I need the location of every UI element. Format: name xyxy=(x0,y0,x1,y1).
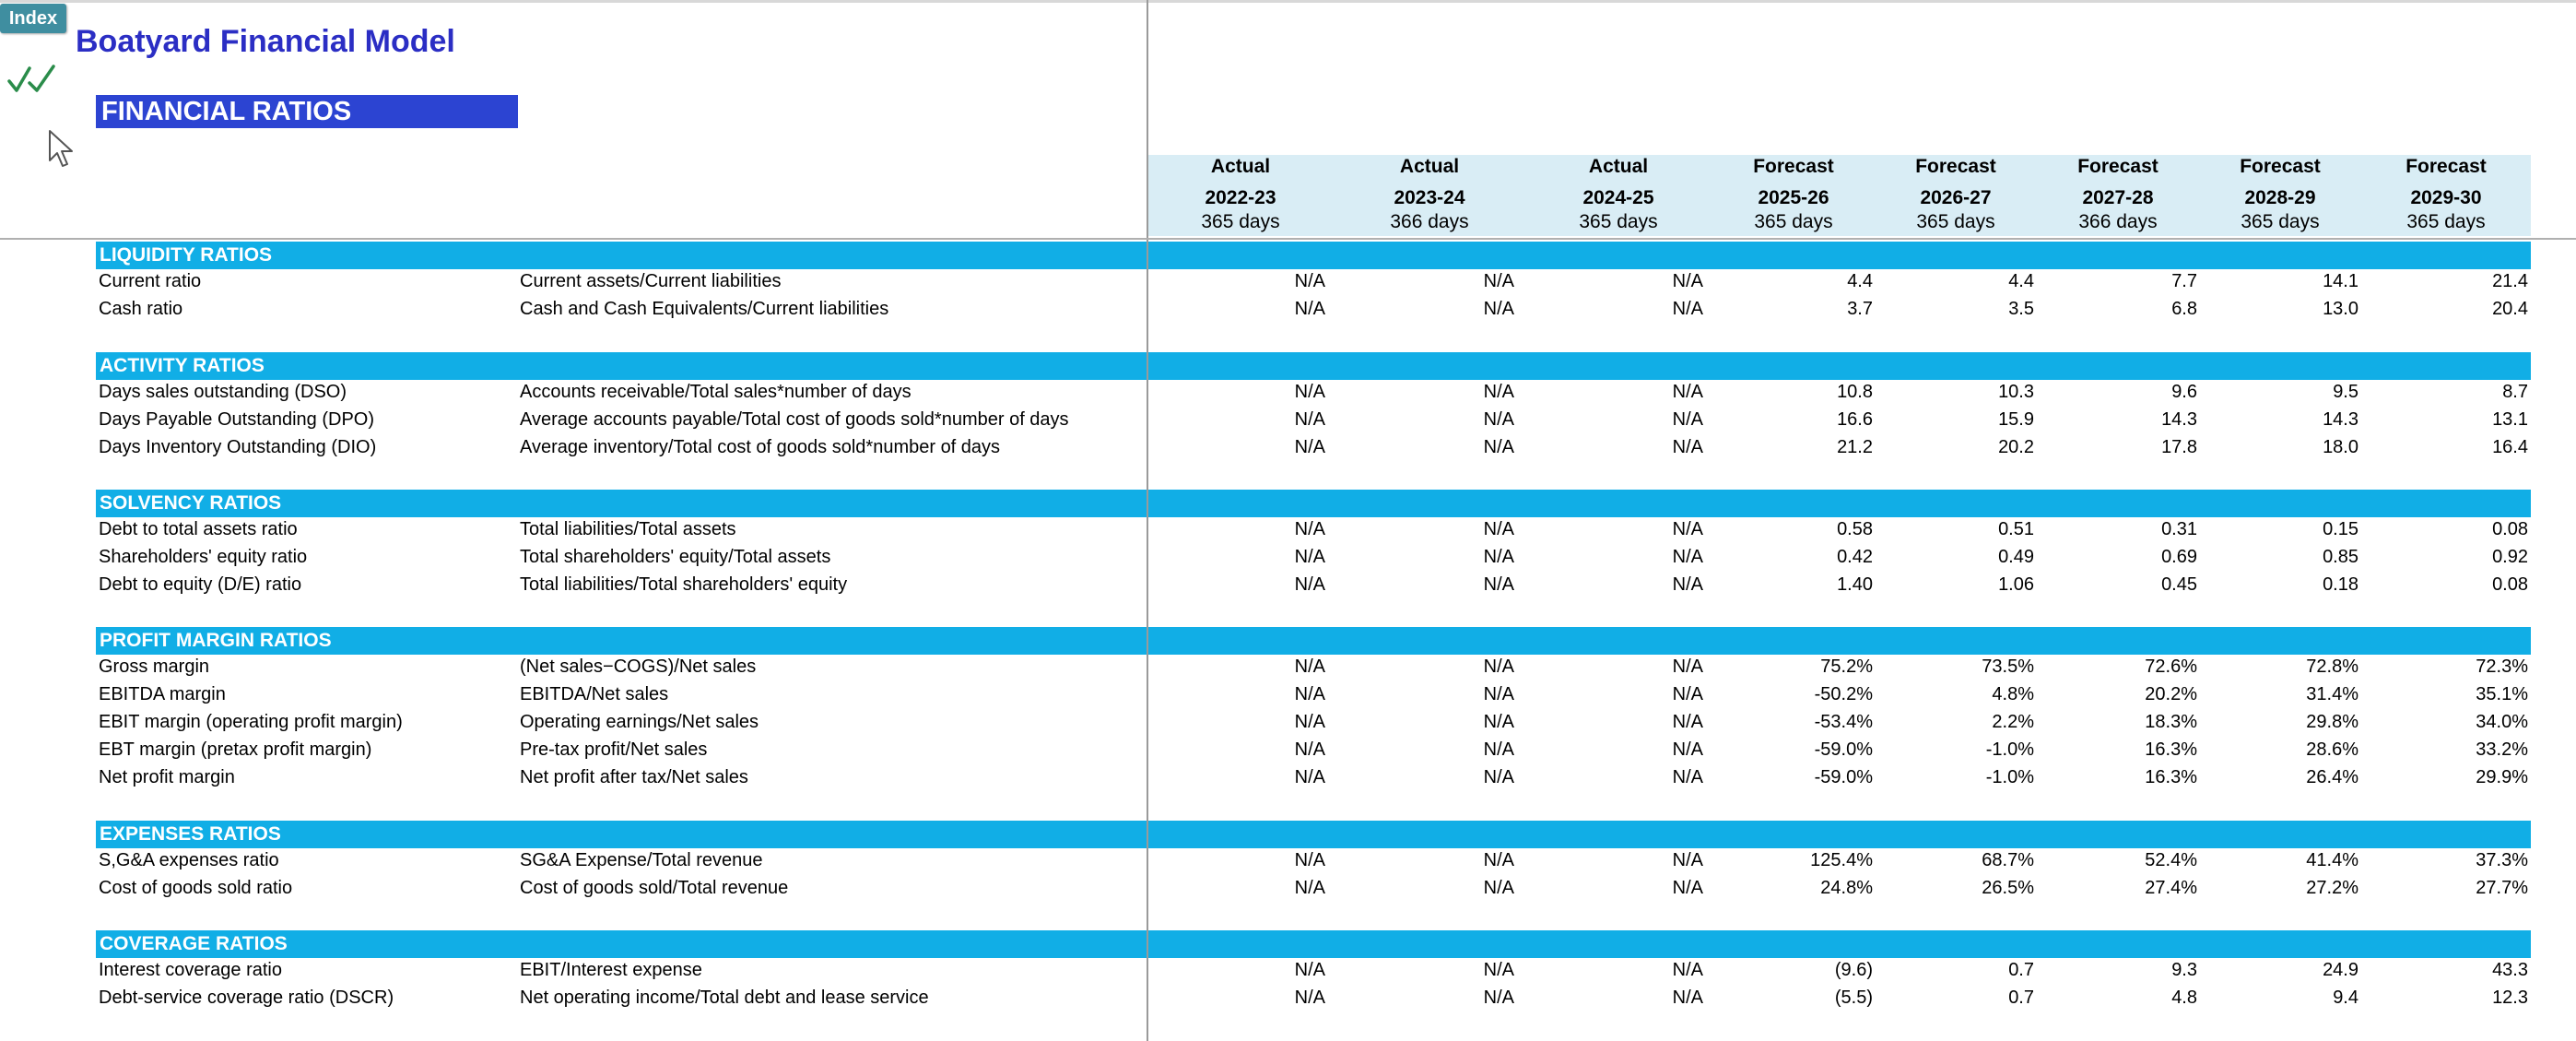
ratio-value-cell[interactable]: 9.5 xyxy=(2333,382,2358,402)
ratio-value-cell[interactable]: 29.9% xyxy=(2476,767,2528,787)
ratio-value-cell[interactable]: -50.2% xyxy=(1814,684,1873,704)
ratio-value-cell[interactable]: 14.3 xyxy=(2161,409,2197,430)
column-header-days: 366 days xyxy=(2078,211,2158,232)
ratio-label[interactable]: S,G&A expenses ratio xyxy=(99,850,279,870)
ratio-value-cell[interactable]: N/A xyxy=(1294,739,1325,760)
column-header-year: 2024-25 xyxy=(1582,187,1654,208)
ratio-value-cell[interactable]: 72.8% xyxy=(2306,657,2358,677)
ratio-value-cell[interactable]: 0.7 xyxy=(2008,960,2034,980)
ratio-value-cell[interactable]: 41.4% xyxy=(2306,850,2358,870)
column-header-year: 2028-29 xyxy=(2244,187,2316,208)
ratio-value-cell[interactable]: 0.31 xyxy=(2161,519,2197,539)
ratio-formula[interactable]: Cost of goods sold/Total revenue xyxy=(520,878,789,898)
ratio-value-cell[interactable]: N/A xyxy=(1672,988,1703,1008)
ratio-formula[interactable]: Pre-tax profit/Net sales xyxy=(520,739,708,760)
ratio-label[interactable]: Net profit margin xyxy=(99,767,235,787)
column-header-type: Forecast xyxy=(1915,156,1996,177)
ratio-value-cell[interactable]: N/A xyxy=(1483,767,1514,787)
ratio-value-cell[interactable]: N/A xyxy=(1483,684,1514,704)
column-header-year: 2026-27 xyxy=(1920,187,1992,208)
ratio-value-cell[interactable]: 7.7 xyxy=(2171,271,2197,291)
column-header-type: Forecast xyxy=(2405,156,2487,177)
ratio-value-cell[interactable]: N/A xyxy=(1672,574,1703,595)
ratio-group-header: SOLVENCY RATIOS xyxy=(96,490,2531,517)
ratio-value-cell[interactable]: 6.8 xyxy=(2171,299,2197,319)
ratio-formula[interactable]: Current assets/Current liabilities xyxy=(520,271,782,291)
ratio-value-cell[interactable]: N/A xyxy=(1294,409,1325,430)
ratio-value-cell[interactable]: 28.6% xyxy=(2306,739,2358,760)
ratio-value-cell[interactable]: 13.0 xyxy=(2323,299,2358,319)
column-header-type: Forecast xyxy=(2077,156,2158,177)
ratio-value-cell[interactable]: 14.1 xyxy=(2323,271,2358,291)
ratio-value-cell[interactable]: N/A xyxy=(1294,271,1325,291)
ratio-value-cell[interactable]: N/A xyxy=(1672,712,1703,732)
index-button[interactable]: Index xyxy=(0,4,66,33)
column-header-days: 365 days xyxy=(1754,211,1833,232)
ratio-value-cell[interactable]: N/A xyxy=(1672,878,1703,898)
ratio-value-cell[interactable]: N/A xyxy=(1483,960,1514,980)
ratio-value-cell[interactable]: 43.3 xyxy=(2492,960,2528,980)
ratio-value-cell[interactable]: 16.3% xyxy=(2145,739,2197,760)
ratio-value-cell[interactable]: N/A xyxy=(1483,519,1514,539)
ratio-formula[interactable]: Total liabilities/Total shareholders' equity xyxy=(520,574,848,595)
ratio-value-cell[interactable]: 10.8 xyxy=(1837,382,1873,402)
ratio-value-cell[interactable]: 75.2% xyxy=(1820,657,1873,677)
ratio-value-cell[interactable]: N/A xyxy=(1483,739,1514,760)
ratio-value-cell[interactable]: N/A xyxy=(1672,684,1703,704)
ratio-formula[interactable]: SG&A Expense/Total revenue xyxy=(520,850,763,870)
ratio-value-cell[interactable]: 0.92 xyxy=(2492,547,2528,567)
ratio-formula[interactable]: Average accounts payable/Total cost of goods sold*number of days xyxy=(520,409,1069,430)
ratio-value-cell[interactable]: N/A xyxy=(1294,878,1325,898)
ratio-value-cell[interactable]: N/A xyxy=(1294,767,1325,787)
column-header-days: 365 days xyxy=(2241,211,2320,232)
ratio-value-cell[interactable]: 35.1% xyxy=(2476,684,2528,704)
ratio-value-cell[interactable]: (9.6) xyxy=(1834,960,1873,980)
ratio-value-cell[interactable]: N/A xyxy=(1672,960,1703,980)
ratio-value-cell[interactable]: 0.15 xyxy=(2323,519,2358,539)
column-header-type: Actual xyxy=(1588,156,1649,177)
ratio-value-cell[interactable]: 2.2% xyxy=(1992,712,2034,732)
ratio-value-cell[interactable]: 0.49 xyxy=(1998,547,2034,567)
ratio-value-cell[interactable]: N/A xyxy=(1294,988,1325,1008)
ratio-value-cell[interactable]: 0.69 xyxy=(2161,547,2197,567)
ratio-formula[interactable]: EBIT/Interest expense xyxy=(520,960,702,980)
ratio-label[interactable]: EBIT margin (operating profit margin) xyxy=(99,712,403,732)
ratio-value-cell[interactable]: N/A xyxy=(1294,519,1325,539)
ratio-value-cell[interactable]: N/A xyxy=(1294,437,1325,457)
ratio-value-cell[interactable]: 72.3% xyxy=(2476,657,2528,677)
ratio-formula[interactable]: Total liabilities/Total assets xyxy=(520,519,736,539)
ratio-formula[interactable]: Total shareholders' equity/Total assets xyxy=(520,547,831,567)
ratio-label[interactable]: Gross margin xyxy=(99,657,210,677)
column-header-year: 2023-24 xyxy=(1394,187,1465,208)
ratio-value-cell[interactable]: 68.7% xyxy=(1982,850,2034,870)
ratio-value-cell[interactable]: N/A xyxy=(1294,547,1325,567)
ratio-value-cell[interactable]: 16.3% xyxy=(2145,767,2197,787)
ratio-value-cell[interactable]: 27.4% xyxy=(2145,878,2197,898)
ratio-value-cell[interactable]: N/A xyxy=(1483,988,1514,1008)
ratio-value-cell[interactable]: 4.8% xyxy=(1992,684,2034,704)
ratio-value-cell[interactable]: N/A xyxy=(1483,712,1514,732)
ratio-value-cell[interactable]: 13.1 xyxy=(2492,409,2528,430)
column-header-year: 2029-30 xyxy=(2410,187,2482,208)
column-header-days: 365 days xyxy=(1579,211,1658,232)
ratio-formula[interactable]: Operating earnings/Net sales xyxy=(520,712,759,732)
ratio-value-cell[interactable]: 0.08 xyxy=(2492,574,2528,595)
ratio-value-cell[interactable]: 16.4 xyxy=(2492,437,2528,457)
ratio-label[interactable]: Shareholders' equity ratio xyxy=(99,547,308,567)
ratio-value-cell[interactable]: 4.4 xyxy=(2008,271,2034,291)
ratio-value-cell[interactable]: 0.18 xyxy=(2323,574,2358,595)
ratio-value-cell[interactable]: N/A xyxy=(1483,271,1514,291)
ratio-value-cell[interactable]: (5.5) xyxy=(1834,988,1873,1008)
ratio-value-cell[interactable]: 8.7 xyxy=(2502,382,2528,402)
ratio-label[interactable]: EBITDA margin xyxy=(99,684,226,704)
ratio-group-header: LIQUIDITY RATIOS xyxy=(96,242,2531,269)
ratio-value-cell[interactable]: N/A xyxy=(1672,739,1703,760)
sheet-top-border xyxy=(0,0,2576,3)
ratio-label[interactable]: Debt to total assets ratio xyxy=(99,519,298,539)
ratio-value-cell[interactable]: N/A xyxy=(1294,712,1325,732)
ratio-value-cell[interactable]: N/A xyxy=(1672,850,1703,870)
ratio-value-cell[interactable]: N/A xyxy=(1672,409,1703,430)
ratio-formula[interactable]: Average inventory/Total cost of goods sold*number of days xyxy=(520,437,1001,457)
ratio-value-cell[interactable]: N/A xyxy=(1483,409,1514,430)
ratio-value-cell[interactable]: N/A xyxy=(1294,299,1325,319)
ratio-group-header: COVERAGE RATIOS xyxy=(96,930,2531,958)
ratio-value-cell[interactable]: -1.0% xyxy=(1985,767,2034,787)
ratio-formula[interactable]: EBITDA/Net sales xyxy=(520,684,669,704)
ratio-value-cell[interactable]: -59.0% xyxy=(1814,739,1873,760)
ratio-value-cell[interactable]: 29.8% xyxy=(2306,712,2358,732)
ratio-value-cell[interactable]: 26.5% xyxy=(1982,878,2034,898)
ratio-value-cell[interactable]: 21.2 xyxy=(1837,437,1873,457)
ratio-value-cell[interactable]: 26.4% xyxy=(2306,767,2358,787)
ratio-value-cell[interactable]: N/A xyxy=(1294,960,1325,980)
ratio-formula[interactable]: Net profit after tax/Net sales xyxy=(520,767,748,787)
ratio-value-cell[interactable]: N/A xyxy=(1294,684,1325,704)
ratio-value-cell[interactable]: 0.08 xyxy=(2492,519,2528,539)
ratio-formula[interactable]: (Net sales−COGS)/Net sales xyxy=(520,657,757,677)
ratio-label[interactable]: Cash ratio xyxy=(99,299,183,319)
ratio-value-cell[interactable]: 20.4 xyxy=(2492,299,2528,319)
column-header-days: 366 days xyxy=(1390,211,1469,232)
ratio-value-cell[interactable]: N/A xyxy=(1483,382,1514,402)
ratio-value-cell[interactable]: 15.9 xyxy=(1998,409,2034,430)
ratio-value-cell[interactable]: 1.06 xyxy=(1998,574,2034,595)
ratio-value-cell[interactable]: 27.7% xyxy=(2476,878,2528,898)
ratio-value-cell[interactable]: N/A xyxy=(1672,547,1703,567)
ratio-value-cell[interactable]: 14.3 xyxy=(2323,409,2358,430)
ratio-value-cell[interactable]: N/A xyxy=(1483,850,1514,870)
column-header-days: 365 days xyxy=(1201,211,1280,232)
ratio-formula[interactable]: Accounts receivable/Total sales*number of days xyxy=(520,382,912,402)
ratio-value-cell[interactable]: 21.4 xyxy=(2492,271,2528,291)
ratio-value-cell[interactable]: -1.0% xyxy=(1985,739,2034,760)
column-header-year: 2027-28 xyxy=(2082,187,2154,208)
ratio-label[interactable]: Current ratio xyxy=(99,271,202,291)
ratio-label[interactable]: Interest coverage ratio xyxy=(99,960,282,980)
ratio-value-cell[interactable]: N/A xyxy=(1483,657,1514,677)
ratio-value-cell[interactable]: 31.4% xyxy=(2306,684,2358,704)
ratio-formula[interactable]: Cash and Cash Equivalents/Current liabilities xyxy=(520,299,889,319)
ratio-value-cell[interactable]: 0.7 xyxy=(2008,988,2034,1008)
ratio-label[interactable]: Days sales outstanding (DSO) xyxy=(99,382,347,402)
ratio-value-cell[interactable]: 72.6% xyxy=(2145,657,2197,677)
double-check-icon xyxy=(7,61,59,98)
ratio-group-header: ACTIVITY RATIOS xyxy=(96,352,2531,380)
ratio-value-cell[interactable]: 0.58 xyxy=(1837,519,1873,539)
ratio-value-cell[interactable]: -53.4% xyxy=(1814,712,1873,732)
model-title: Boatyard Financial Model xyxy=(76,24,455,59)
ratio-value-cell[interactable]: 0.51 xyxy=(1998,519,2034,539)
ratio-value-cell[interactable]: N/A xyxy=(1672,437,1703,457)
ratio-group-header: PROFIT MARGIN RATIOS xyxy=(96,627,2531,655)
ratio-label[interactable]: EBT margin (pretax profit margin) xyxy=(99,739,372,760)
ratio-value-cell[interactable]: 34.0% xyxy=(2476,712,2528,732)
ratio-value-cell[interactable]: N/A xyxy=(1483,437,1514,457)
column-header-year: 2025-26 xyxy=(1758,187,1829,208)
ratio-value-cell[interactable]: 4.4 xyxy=(1847,271,1873,291)
ratio-group-header: EXPENSES RATIOS xyxy=(96,821,2531,848)
column-header-type: Forecast xyxy=(2240,156,2321,177)
ratio-value-cell[interactable]: 9.6 xyxy=(2171,382,2197,402)
mouse-pointer-icon xyxy=(48,129,76,170)
ratio-value-cell[interactable]: 0.85 xyxy=(2323,547,2358,567)
ratio-value-cell[interactable]: 3.7 xyxy=(1847,299,1873,319)
ratio-value-cell[interactable]: N/A xyxy=(1294,850,1325,870)
ratio-value-cell[interactable]: N/A xyxy=(1483,299,1514,319)
ratio-value-cell[interactable]: N/A xyxy=(1294,382,1325,402)
ratio-label[interactable]: Debt-service coverage ratio (DSCR) xyxy=(99,988,394,1008)
ratio-label[interactable]: Cost of goods sold ratio xyxy=(99,878,293,898)
ratio-value-cell[interactable]: 3.5 xyxy=(2008,299,2034,319)
freeze-pane-vertical xyxy=(1147,0,1148,1041)
ratio-value-cell[interactable]: N/A xyxy=(1483,878,1514,898)
ratio-value-cell[interactable]: 4.8 xyxy=(2171,988,2197,1008)
column-header-year: 2022-23 xyxy=(1205,187,1276,208)
ratio-value-cell[interactable]: N/A xyxy=(1294,657,1325,677)
column-header-days: 365 days xyxy=(2406,211,2486,232)
ratio-value-cell[interactable]: -59.0% xyxy=(1814,767,1873,787)
freeze-pane-horizontal xyxy=(0,238,2576,240)
ratio-formula[interactable]: Net operating income/Total debt and lease service xyxy=(520,988,929,1008)
ratio-value-cell[interactable]: 16.6 xyxy=(1837,409,1873,430)
ratio-value-cell[interactable]: N/A xyxy=(1672,271,1703,291)
ratio-value-cell[interactable]: 10.3 xyxy=(1998,382,2034,402)
ratio-value-cell[interactable]: 52.4% xyxy=(2145,850,2197,870)
ratio-value-cell[interactable]: 24.8% xyxy=(1820,878,1873,898)
ratio-value-cell[interactable]: 17.8 xyxy=(2161,437,2197,457)
column-header-type: Actual xyxy=(1399,156,1460,177)
ratio-value-cell[interactable]: 0.42 xyxy=(1837,547,1873,567)
ratio-value-cell[interactable]: 125.4% xyxy=(1810,850,1873,870)
ratio-value-cell[interactable]: N/A xyxy=(1294,574,1325,595)
ratio-label[interactable]: Days Payable Outstanding (DPO) xyxy=(99,409,375,430)
ratio-value-cell[interactable]: N/A xyxy=(1672,767,1703,787)
ratio-label[interactable]: Days Inventory Outstanding (DIO) xyxy=(99,437,377,457)
ratio-value-cell[interactable]: 24.9 xyxy=(2323,960,2358,980)
ratio-value-cell[interactable]: N/A xyxy=(1672,299,1703,319)
ratio-value-cell[interactable]: 9.3 xyxy=(2171,960,2197,980)
column-header-type: Forecast xyxy=(1753,156,1834,177)
column-header-days: 365 days xyxy=(1916,211,1995,232)
ratio-value-cell[interactable]: 18.3% xyxy=(2145,712,2197,732)
ratio-value-cell[interactable]: 20.2 xyxy=(1998,437,2034,457)
ratio-value-cell[interactable]: 18.0 xyxy=(2323,437,2358,457)
ratio-value-cell[interactable]: N/A xyxy=(1483,547,1514,567)
ratio-value-cell[interactable]: 12.3 xyxy=(2492,988,2528,1008)
ratio-value-cell[interactable]: 0.45 xyxy=(2161,574,2197,595)
ratio-value-cell[interactable]: N/A xyxy=(1483,574,1514,595)
section-title: FINANCIAL RATIOS xyxy=(96,95,518,128)
ratio-label[interactable]: Debt to equity (D/E) ratio xyxy=(99,574,302,595)
ratio-value-cell[interactable]: 9.4 xyxy=(2333,988,2358,1008)
ratio-value-cell[interactable]: 1.40 xyxy=(1837,574,1873,595)
ratio-value-cell[interactable]: 73.5% xyxy=(1982,657,2034,677)
ratio-value-cell[interactable]: 20.2% xyxy=(2145,684,2197,704)
ratio-value-cell[interactable]: N/A xyxy=(1672,519,1703,539)
ratio-value-cell[interactable]: N/A xyxy=(1672,382,1703,402)
ratio-value-cell[interactable]: 37.3% xyxy=(2476,850,2528,870)
ratio-value-cell[interactable]: 27.2% xyxy=(2306,878,2358,898)
ratio-value-cell[interactable]: N/A xyxy=(1672,657,1703,677)
column-header-type: Actual xyxy=(1210,156,1271,177)
ratio-value-cell[interactable]: 33.2% xyxy=(2476,739,2528,760)
